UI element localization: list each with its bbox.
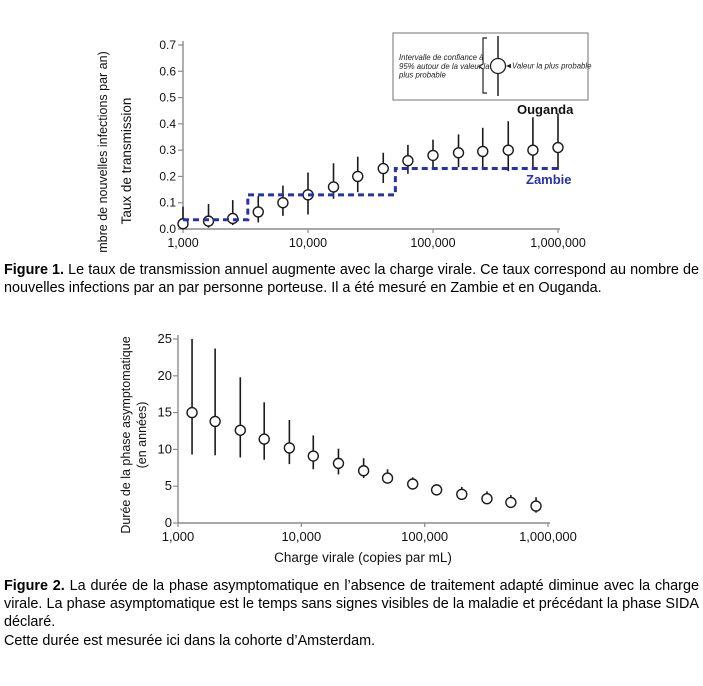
y-tick-label: 0.1 (159, 195, 176, 210)
legend-circle (491, 59, 506, 74)
x-tick-label: 100,000 (401, 529, 449, 544)
data-point-circle (506, 497, 516, 507)
legend-interval-text: 95% autour de la valeur la (399, 61, 490, 71)
zambie-step-line (183, 169, 558, 220)
data-point-circle (284, 443, 294, 453)
y-axis-title: Taux de transmission (119, 97, 134, 225)
legend-interval-text: Intervalle de confiance à (399, 53, 484, 62)
y-tick-label: 0.0 (159, 222, 176, 236)
data-point-circle (308, 451, 318, 461)
x-tick-label: 1,000 (167, 236, 199, 250)
figure2-caption-text: La durée de la phase asymptomatique en l’absence de traitement adapté diminue avec la charge virale. La phase asymptomatique est le temps sans signes visibles de la maladie et précédant la phase SIDA déclaré. (4, 578, 699, 631)
series-label-zambie: Zambie (526, 172, 572, 187)
data-point-circle (235, 425, 245, 435)
y-tick-label: 0.6 (159, 64, 176, 79)
y-tick-label: 0 (164, 515, 172, 530)
legend-value-text: Valeur la plus probable (512, 61, 592, 71)
data-point-circle (457, 489, 467, 499)
figure2-caption-line2: Cette durée est mesurée ici dans la cohorte d’Amsterdam. (4, 632, 376, 649)
data-point-circle (482, 494, 492, 504)
y-tick-label: 15 (157, 404, 172, 420)
data-point-circle (478, 146, 488, 156)
data-point-circle (403, 156, 413, 166)
data-point-circle (359, 466, 369, 476)
data-point-circle (353, 171, 363, 181)
y-tick-label: 0.7 (159, 38, 176, 52)
y-tick-label: 20 (157, 367, 172, 383)
x-tick-label: 100,000 (410, 236, 456, 250)
data-point-circle (278, 198, 288, 208)
data-point-circle (210, 416, 220, 426)
y-axis-title: Durée de la phase asymptomatique (119, 336, 133, 534)
data-point-circle (553, 143, 563, 153)
y-axis-title: (en années) (135, 401, 149, 469)
x-tick-label: 10,000 (281, 529, 322, 544)
data-point-circle (408, 479, 418, 489)
x-tick-label: 10,000 (288, 236, 328, 250)
figure1-chart (0, 0, 703, 258)
data-point-circle (454, 148, 464, 158)
figure1-caption (4, 261, 699, 297)
data-point-circle (432, 485, 442, 495)
data-point-circle (531, 501, 541, 511)
x-tick-label: 1,000,000 (530, 236, 586, 250)
y-tick-label: 25 (157, 331, 172, 346)
y-tick-label: 0.2 (159, 169, 176, 184)
data-point-circle (333, 458, 343, 468)
figure2-chart (0, 325, 703, 573)
y-tick-label: 0.5 (159, 90, 176, 105)
y-tick-label: 10 (157, 441, 172, 457)
y-tick-label: 5 (164, 478, 172, 494)
data-point-circle (378, 164, 388, 174)
figure2-caption-label: Figure 2. (4, 578, 65, 594)
figure1-caption-label: Figure 1. (4, 262, 65, 278)
data-point-circle (259, 434, 269, 444)
y-tick-label: 0.3 (159, 143, 176, 158)
y-tick-label: 0.4 (159, 116, 176, 131)
x-tick-label: 1,000,000 (519, 529, 577, 544)
data-point-circle (187, 408, 197, 418)
data-point-circle (428, 150, 438, 160)
data-point-circle (528, 145, 538, 155)
figure1-caption-text: Le taux de transmission annuel augmente avec la charge virale. Ce taux correspond au nombre de nouvelles infections par an par personne porteuse. Il a été mesuré en Zambie et en Ouganda. (4, 262, 700, 297)
data-point-circle (253, 207, 263, 217)
data-point-circle (383, 473, 393, 483)
legend-interval-text: plus probable (399, 70, 446, 80)
y-axis-title: mbre de nouvelles infections par an) (96, 51, 110, 253)
data-point-circle (503, 145, 513, 155)
data-point-circle (329, 182, 339, 192)
figure2-caption (4, 577, 699, 650)
x-axis-title: Charge virale (copies par mL) (274, 550, 452, 565)
series-label-ouganda: Ouganda (517, 102, 574, 117)
x-tick-label: 1,000 (161, 529, 195, 544)
